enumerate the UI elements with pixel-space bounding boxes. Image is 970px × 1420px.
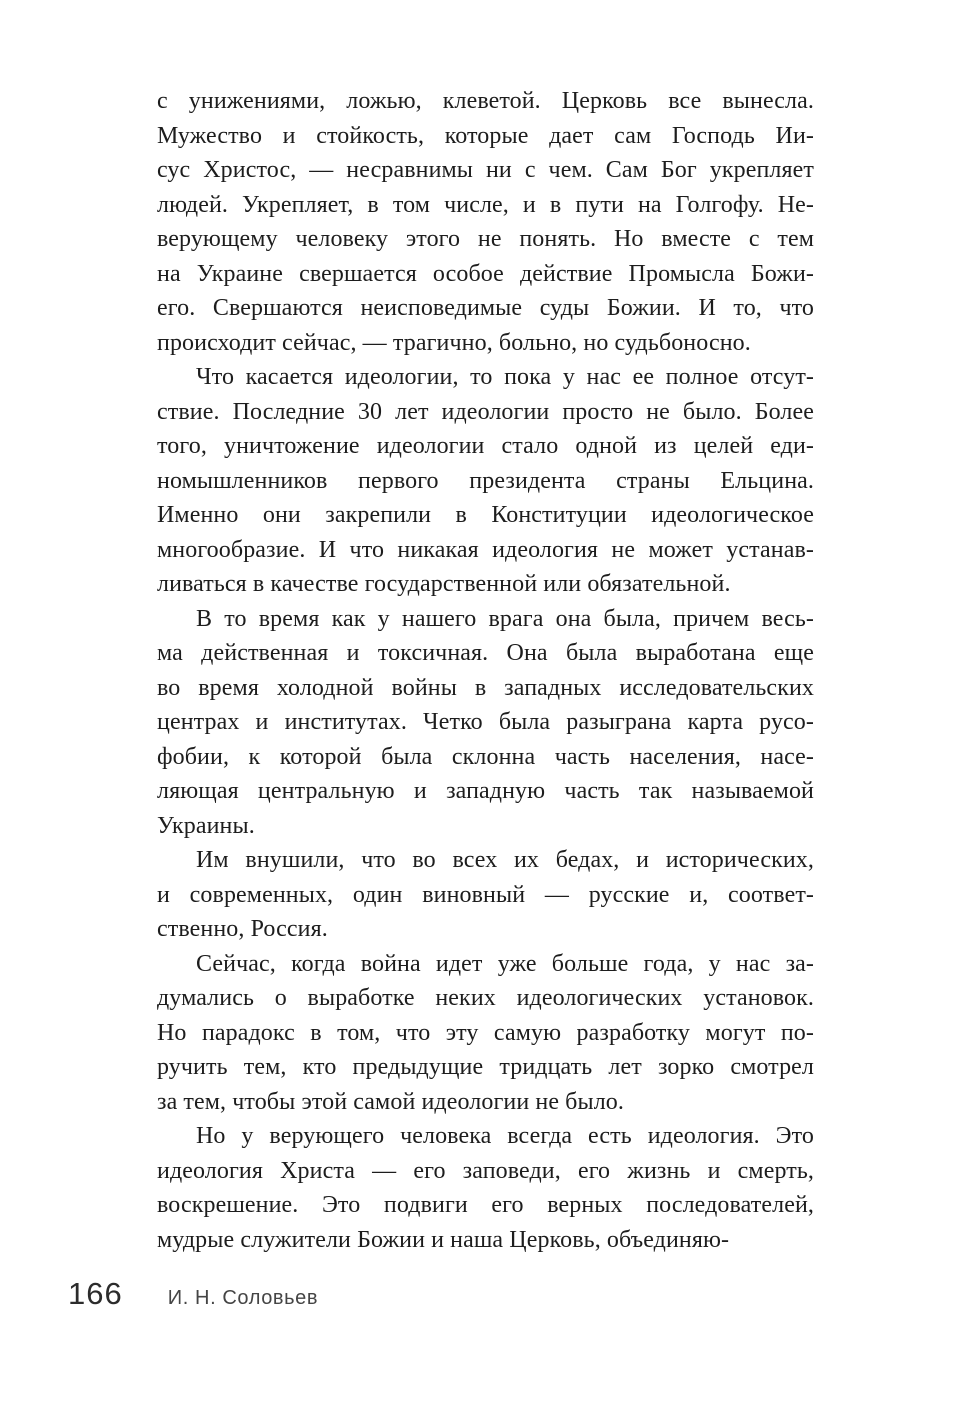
text-line: Им внушили, что во всех их бедах, и исторических, — [196, 847, 814, 873]
text-line: идеология Христа — его заповеди, его жизнь и смерть, — [157, 1157, 814, 1184]
text-line: того, уничтожение идеологии стало одной из целей еди- — [157, 433, 814, 459]
text-line: Что касается идеологии, то пока у нас ее полное отсут- — [196, 364, 814, 390]
page-body-text — [157, 84, 814, 1257]
text-line: Украины. — [157, 812, 255, 839]
text-line: ственно, Россия. — [157, 916, 328, 942]
text-line: номышленников первого президента страны Ельцина. — [157, 467, 814, 494]
text-line: мудрые служители Божии и наша Церковь, объединяю- — [157, 1226, 730, 1253]
text-line: сус Христос, — несравнимы ни с чем. Сам Бог укрепляет — [157, 157, 814, 183]
text-line: думались о выработке неких идеологических установок. — [157, 985, 814, 1011]
text-line: Мужество и стойкость, которые дает сам Господь Ии- — [157, 122, 814, 149]
text-line: фобии, к которой была склонна часть населения, насе- — [157, 743, 814, 770]
text-line: и современных, один виновный — русские и, соответ- — [157, 881, 814, 908]
text-line: ляющая центральную и западную часть так называемой — [157, 778, 814, 804]
text-line: за тем, чтобы этой самой идеологии не было. — [157, 1088, 624, 1115]
paragraph — [157, 843, 814, 947]
paragraph — [157, 947, 814, 1120]
text-line: на Украине свершается особое действие Промысла Божи- — [157, 260, 814, 287]
text-line: людей. Укрепляет, в том числе, и в пути на Голгофу. Не- — [157, 191, 814, 218]
text-line: Но парадокс в том, что эту самую разработку могут по- — [157, 1019, 814, 1046]
text-line: ма действенная и токсичная. Она была выработана еще — [157, 640, 814, 666]
text-line: Сейчас, когда война идет уже больше года, у нас за- — [196, 950, 814, 977]
text-line: происходит сейчас, — трагично, больно, но судьбоносно. — [157, 329, 751, 356]
page-footer — [68, 1276, 318, 1312]
running-footer-author: И. Н. Соловьев — [167, 1287, 319, 1309]
text-line: Именно они закрепили в Конституции идеологическое — [157, 502, 814, 528]
text-line: с унижениями, ложью, клеветой. Церковь все вынесла. — [157, 88, 814, 114]
text-line: его. Свершаются неисповедимые суды Божии. И то, что — [157, 295, 814, 321]
page-number: 166 — [68, 1276, 123, 1311]
text-line: ствие. Последние 30 лет идеологии просто не было. Более — [157, 398, 814, 425]
text-line: центрах и институтах. Четко была разыграна карта русо- — [157, 709, 814, 735]
paragraph — [157, 360, 814, 602]
text-line: во время холодной войны в западных исследовательских — [157, 674, 814, 701]
text-line: воскрешение. Это подвиги его верных последователей, — [157, 1192, 814, 1218]
text-line: ручить тем, кто предыдущие тридцать лет зорко смотрел — [157, 1054, 814, 1080]
text-line: верующему человеку этого не понять. Но вместе с тем — [157, 226, 814, 252]
paragraph — [157, 84, 814, 360]
text-line: Но у верующего человека всегда есть идеология. Это — [196, 1123, 814, 1149]
paragraph — [157, 1119, 814, 1257]
text-line: многообразие. И что никакая идеология не может устанав- — [157, 536, 814, 563]
text-line: В то время как у нашего врага она была, причем весь- — [196, 605, 814, 632]
text-line: ливаться в качестве государственной или обязательной. — [157, 571, 731, 597]
paragraph — [157, 602, 814, 844]
